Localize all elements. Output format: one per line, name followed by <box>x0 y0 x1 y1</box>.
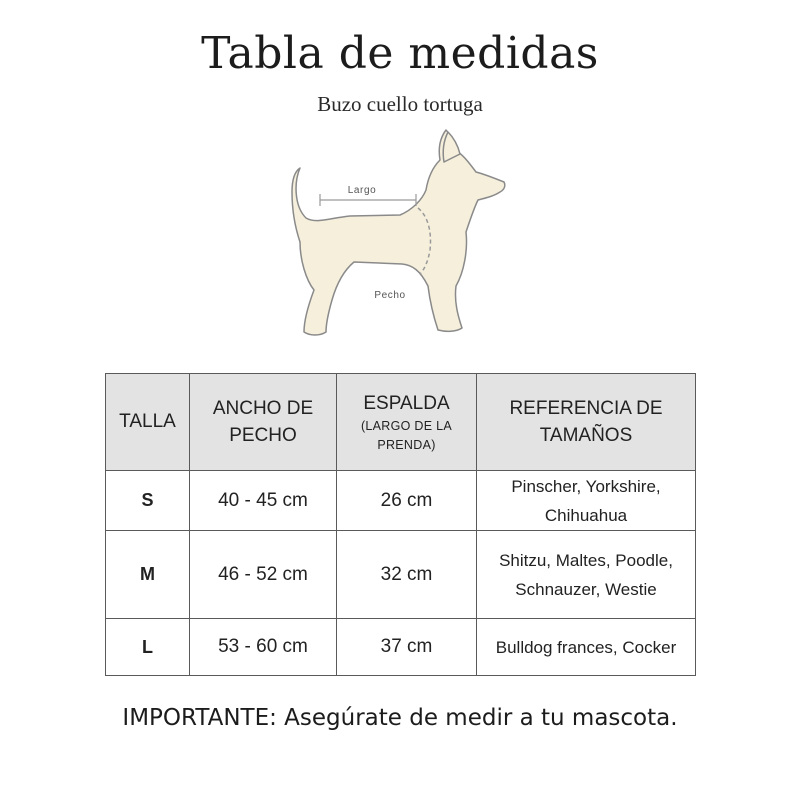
reference-cell <box>477 619 696 676</box>
header-chest-line2: PECHO <box>229 425 297 446</box>
back-cell: 37 cm <box>337 619 477 676</box>
size-table <box>105 373 696 676</box>
dog-body <box>292 130 505 335</box>
reference-line2: Schnauzer, Westie <box>515 579 657 599</box>
header-chest-width <box>190 374 337 471</box>
reference-cell <box>477 471 696 531</box>
header-back-length <box>337 374 477 471</box>
header-back-sub2: PRENDA) <box>377 437 436 452</box>
page-subtitle: Buzo cuello tortuga <box>317 92 483 116</box>
header-back-sub1: (LARGO DE LA <box>360 418 453 433</box>
size-cell: S <box>106 471 190 531</box>
chest-cell: 53 - 60 cm <box>190 619 337 676</box>
back-cell: 26 cm <box>337 471 477 531</box>
header-ref-line2: TAMAÑOS <box>539 425 633 446</box>
reference-cell <box>477 531 696 619</box>
header-size: TALLA <box>106 374 190 471</box>
header-size-reference <box>477 374 696 471</box>
reference-line1: Pinscher, Yorkshire, <box>511 476 661 496</box>
chest-cell: 46 - 52 cm <box>190 531 337 619</box>
back-cell: 32 cm <box>337 531 477 619</box>
chest-label: Pecho <box>374 290 406 301</box>
header-back-main: ESPALDA <box>363 392 450 414</box>
size-cell: L <box>106 619 190 676</box>
size-cell: M <box>106 531 190 619</box>
reference-line1: Bulldog frances, Cocker <box>495 637 677 657</box>
reference-line2: Chihuahua <box>544 505 628 525</box>
header-chest-line1: ANCHO DE <box>212 398 314 419</box>
table-header-row <box>106 374 696 471</box>
page-title: Tabla de medidas <box>201 28 599 79</box>
dog-silhouette-icon <box>270 120 530 350</box>
important-note: IMPORTANTE: Asegúrate de medir a tu mascota. <box>122 705 678 731</box>
chest-cell: 40 - 45 cm <box>190 471 337 531</box>
table-row <box>106 471 696 531</box>
reference-line1: Shitzu, Maltes, Poodle, <box>499 550 673 570</box>
table-row <box>106 531 696 619</box>
header-ref-line1: REFERENCIA DE <box>509 398 663 419</box>
table-row <box>106 619 696 676</box>
length-label: Largo <box>347 185 377 196</box>
